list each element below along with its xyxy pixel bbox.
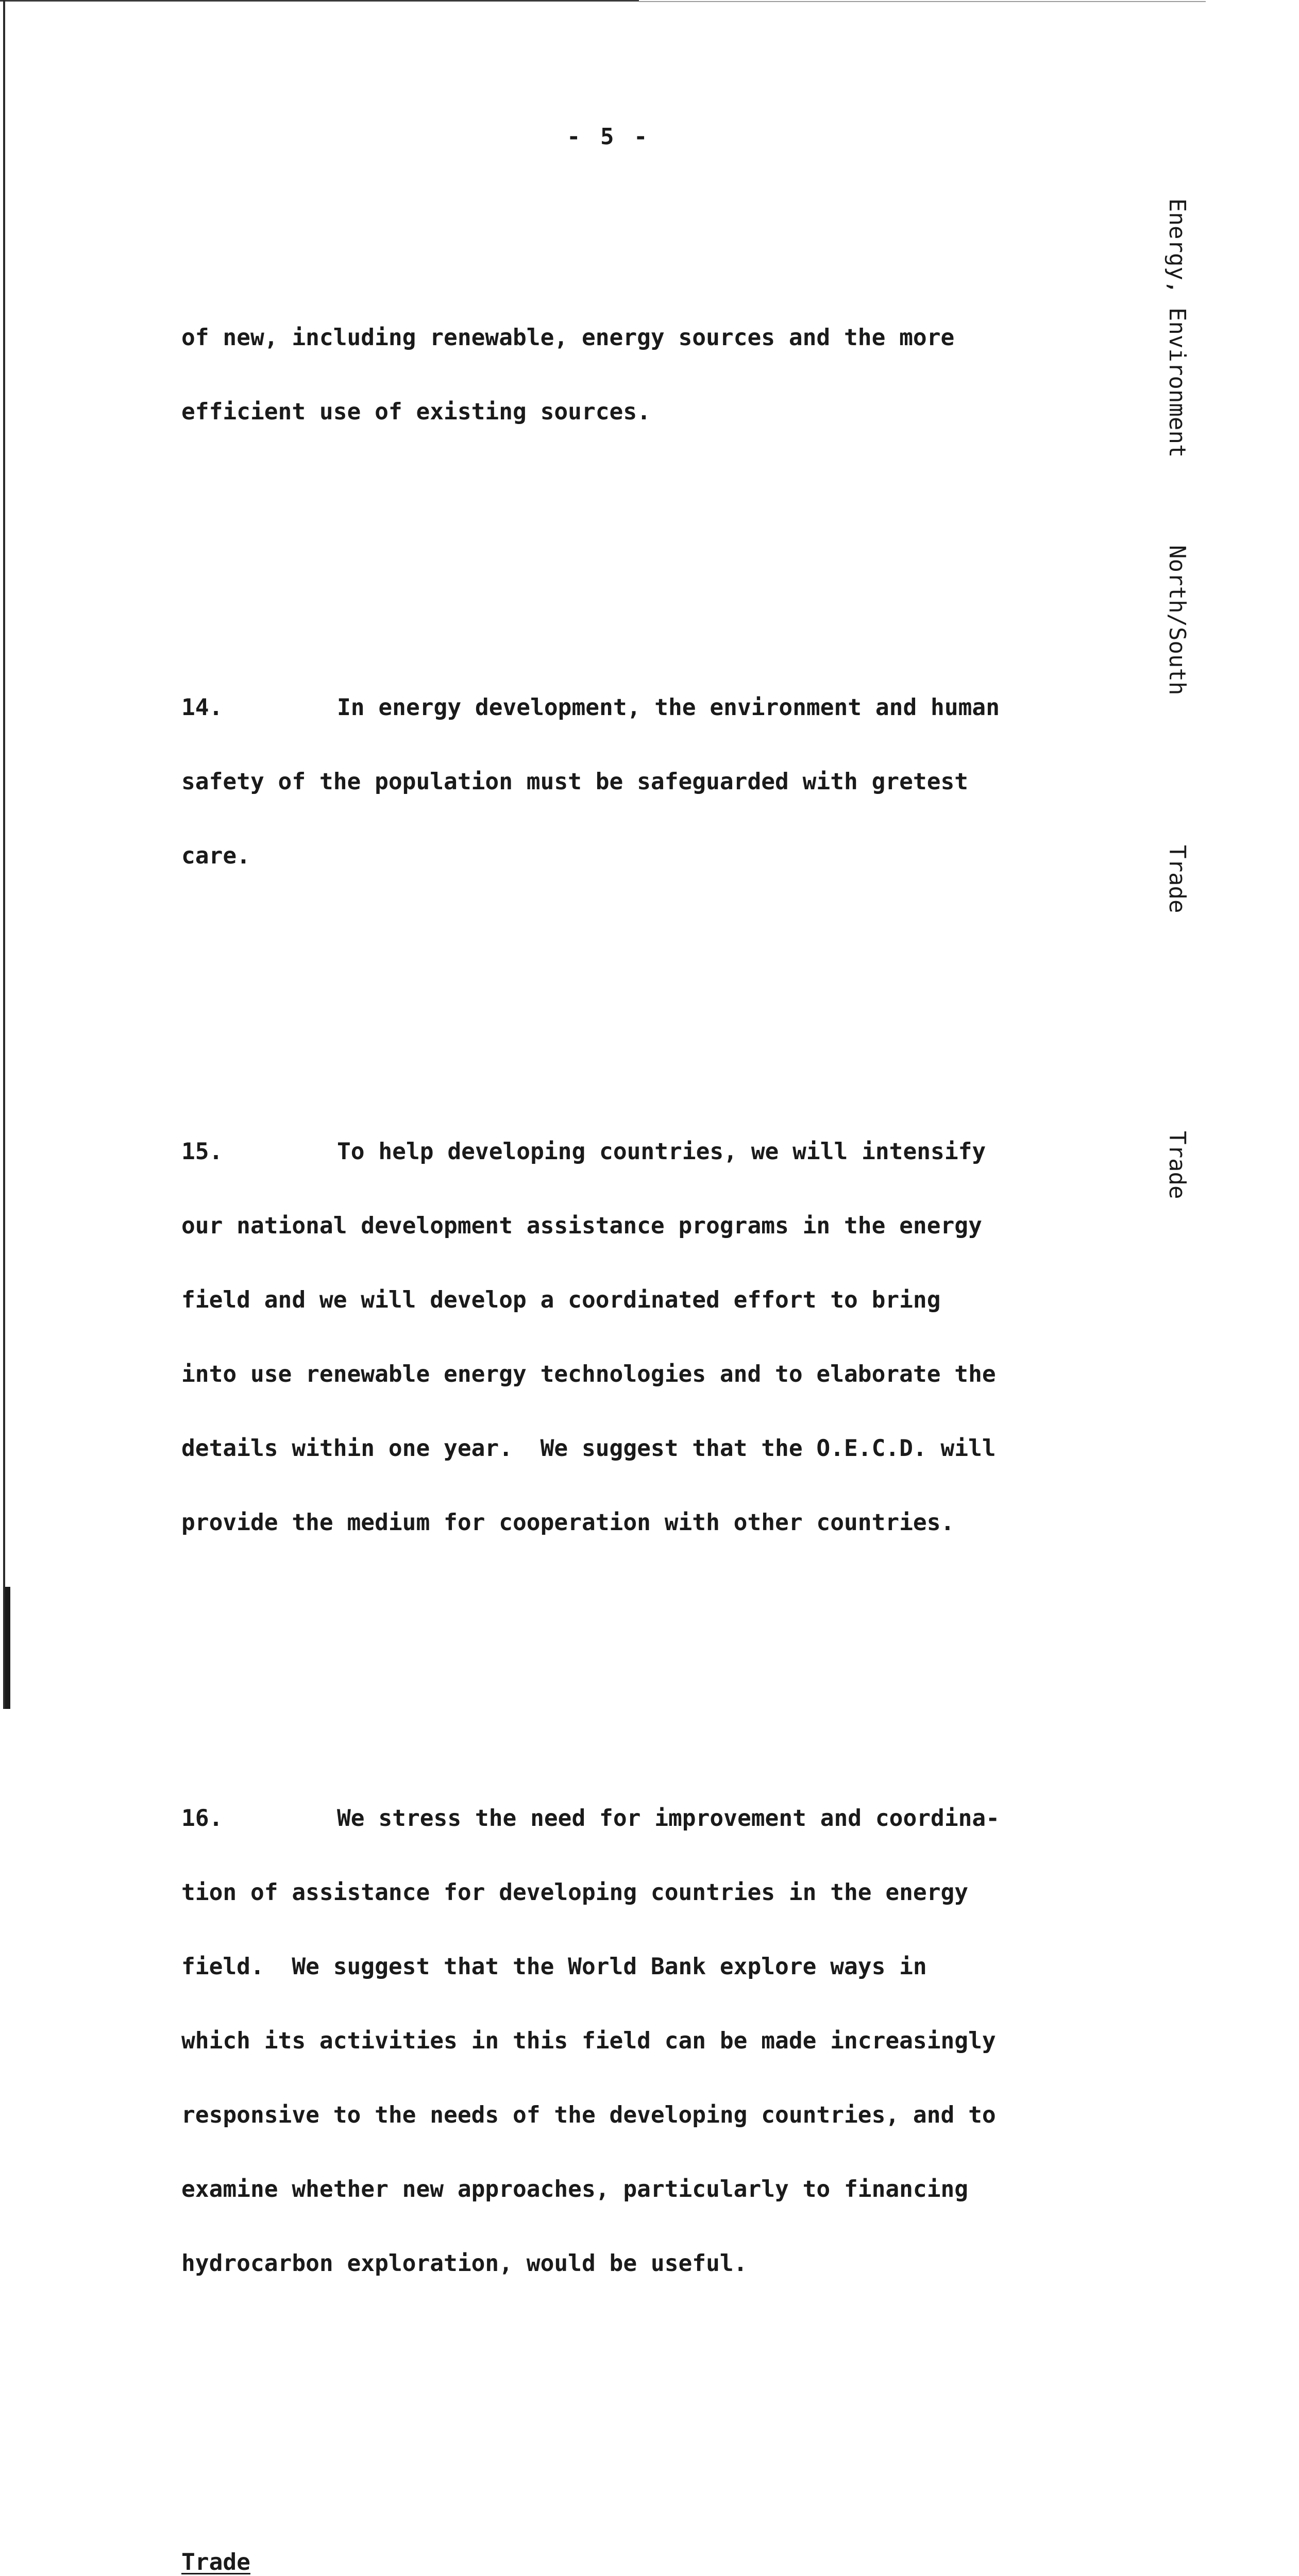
paragraph-intro bbox=[181, 276, 1119, 474]
text-line: care. bbox=[181, 843, 250, 869]
margin-note-energy-environment: Energy, Environment bbox=[1164, 198, 1190, 458]
scan-left-edge bbox=[3, 0, 5, 1709]
text-line: tion of assistance for developing countries in the energy bbox=[181, 1879, 969, 1906]
paragraph-15 bbox=[181, 1090, 1119, 1585]
scan-top-edge-faint bbox=[639, 1, 1206, 2]
text-line: which its activities in this field can be made increasingly bbox=[181, 2028, 996, 2054]
heading-trade: Trade bbox=[181, 2549, 250, 2575]
margin-note-trade-1: Trade bbox=[1164, 845, 1190, 913]
text-line: efficient use of existing sources. bbox=[181, 399, 651, 425]
text-line: hydrocarbon exploration, would be useful. bbox=[181, 2250, 748, 2277]
text-line: of new, including renewable, energy sources and the more bbox=[181, 325, 955, 351]
paragraph-14 bbox=[181, 646, 1119, 918]
margin-note-north-south: North/South bbox=[1164, 545, 1190, 696]
text-line: details within one year. We suggest that the O.E.C.D. will bbox=[181, 1435, 996, 1462]
text-line: In energy development, the environment and human bbox=[337, 694, 1000, 721]
paragraph-number: 15. bbox=[181, 1139, 223, 1165]
section-heading-trade bbox=[181, 2501, 1119, 2576]
text-line: We stress the need for improvement and coordina- bbox=[337, 1805, 1000, 1832]
text-line: safety of the population must be safeguarded with gretest bbox=[181, 769, 969, 795]
text-line: into use renewable energy technologies and to elaborate the bbox=[181, 1361, 996, 1387]
scan-left-edge-thick bbox=[5, 1587, 10, 1709]
paragraph-number: 14. bbox=[181, 694, 223, 721]
text-line: examine whether new approaches, particularly to financing bbox=[181, 2176, 969, 2202]
margin-note-trade-2: Trade bbox=[1164, 1131, 1190, 1199]
text-line: provide the medium for cooperation with other countries. bbox=[181, 1510, 955, 1536]
paragraph-16 bbox=[181, 1757, 1119, 2326]
text-line: To help developing countries, we will intensify bbox=[337, 1139, 986, 1165]
text-line: our national development assistance programs in the energy bbox=[181, 1213, 982, 1239]
text-line: field. We suggest that the World Bank explore ways in bbox=[181, 1954, 927, 1980]
paragraph-number: 16. bbox=[181, 1805, 223, 1832]
text-line: field and we will develop a coordinated effort to bring bbox=[181, 1287, 941, 1313]
page-number: - 5 - bbox=[567, 124, 651, 150]
document-body bbox=[181, 202, 1119, 2576]
scan-top-edge bbox=[0, 0, 639, 2]
text-line: responsive to the needs of the developing countries, and to bbox=[181, 2102, 996, 2128]
